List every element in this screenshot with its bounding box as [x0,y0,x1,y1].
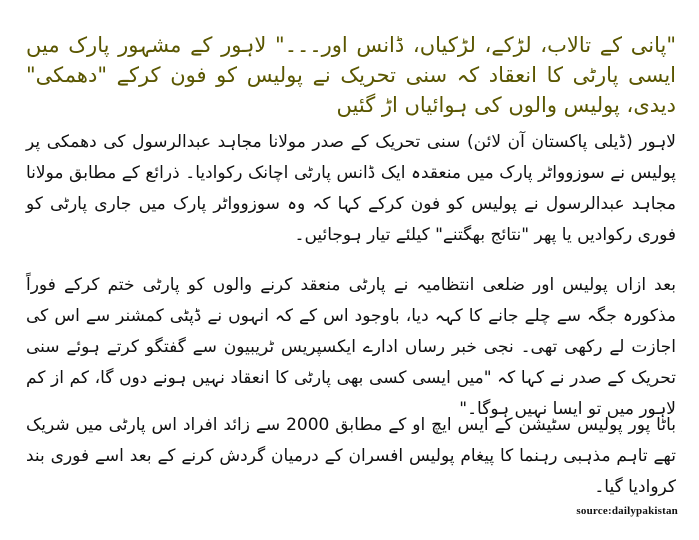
news-article [26,0,676,540]
article-paragraph-1: لاہور (ڈیلی پاکستان آن لائن) سنی تحریک کے صدر مولانا مجاہد عبدالرسول کی دھمکی پر پولیس نے سوزوواٹر پارک میں منعقدہ ایک ڈانس پارٹی اچانک رکوادیا۔ ذرائع کے مطابق مولانا مجاہد عبدالرسول نے پولیس کو فون کرکے کہا کہ وہ سوزوواٹر پارک میں جاری پارٹی کو فوری رکوادیں یا پھر "نتائج بھگتنے" کیلئے تیار ہوجائیں۔ [26,132,676,245]
source-credit: source:dailypakistan [576,505,678,517]
article-paragraph-2: بعد ازاں پولیس اور ضلعی انتظامیہ نے پارٹی منعقد کرنے والوں کو پارٹی ختم کرکے فوراً مذکورہ جگہ سے چلے جانے کا کہہ دیا، باوجود اس کے کہ انہوں نے ڈپٹی کمشنر سے اس کی اجازت لے رکھی تھی۔ نجی خبر رساں ادارے ایکسپریس ٹریبیون سے گفتگو کرتے ہوئے سنی تحریک کے صدر نے کہا کہ "میں ایسی کسی بھی پارٹی کا انعقاد نہیں ہونے دوں گا، کم از کم لاہور میں تو ایسا نہیں ہوگا۔" [26,275,676,419]
article-headline: "پانی کے تالاب، لڑکے، لڑکیاں، ڈانس اور۔۔۔" لاہور کے مشہور پارک میں ایسی پارٹی کا انعقاد کہ سنی تحریک نے پولیس کو فون کرکے "دھمکی" دیدی، پولیس والوں کی ہوائیاں اڑ گئیں [26,33,676,117]
article-paragraph-3: باٹا پور پولیس سٹیشن کے ایس ایچ او کے مطابق 2000 سے زائد افراد اس پارٹی میں شریک تھے تاہم مذہبی رہنما کا پیغام پولیس افسران کے درمیان گردش کرنے کے بعد اسے فوری بند کروادیا گیا۔ [26,415,676,497]
